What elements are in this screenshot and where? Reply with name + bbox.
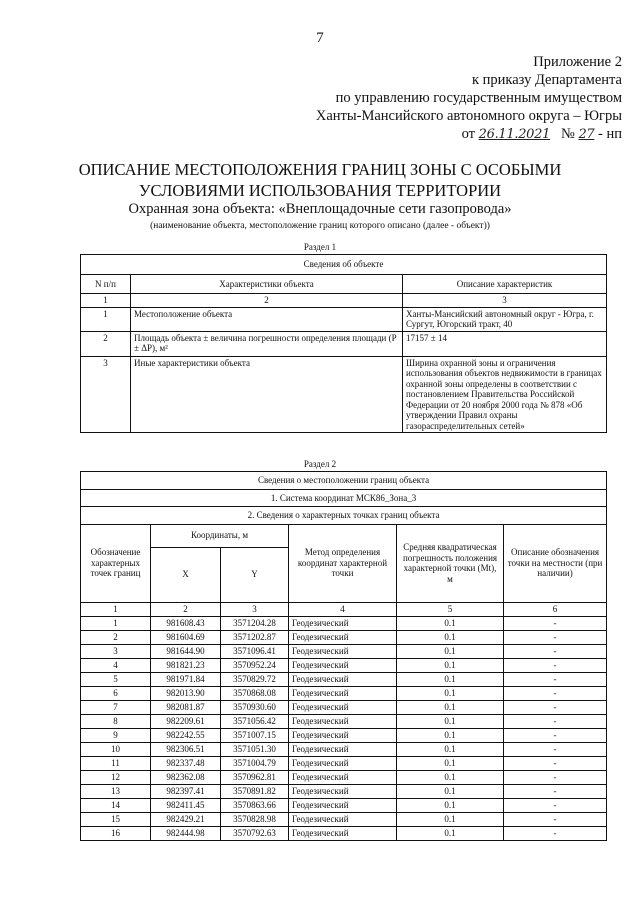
method: Геодезический [289,812,397,826]
y-coordinate: 3570828.98 [221,812,289,826]
point-description: - [504,630,607,644]
section1-label: Раздел 1 [303,242,337,252]
point-number: 14 [81,798,151,812]
index-cell: 5 [397,602,504,616]
index-cell: 2 [151,602,221,616]
table-row [81,644,607,658]
y-coordinate: 3571004.79 [221,756,289,770]
method: Геодезический [289,756,397,770]
table-row [81,686,607,700]
accuracy: 0.1 [397,616,504,630]
x-coordinate: 982362.08 [151,770,221,784]
point-description: - [504,770,607,784]
method: Геодезический [289,826,397,840]
table-row [81,630,607,644]
accuracy: 0.1 [397,700,504,714]
table-row [81,798,607,812]
point-description: - [504,686,607,700]
description-header: Описание обозначения точки на местности (при наличии) [504,524,607,602]
method: Геодезический [289,672,397,686]
x-coordinate: 982013.90 [151,686,221,700]
table-row [81,658,607,672]
order-number: 27 [578,127,595,142]
method: Геодезический [289,658,397,672]
order-date: 26.11.2021 [478,127,551,142]
y-coordinate: 3571204.28 [221,616,289,630]
accuracy: 0.1 [397,742,504,756]
section2-label: Раздел 2 [303,459,337,469]
x-coordinate: 981971.84 [151,672,221,686]
x-coordinate: 982081.87 [151,700,221,714]
point-number: 10 [81,742,151,756]
points-caption: 2. Сведения о характерных точках границ объекта [81,507,607,525]
point-number: 15 [81,812,151,826]
point-number: 4 [81,658,151,672]
row-value: 17157 ± 14 [403,331,607,356]
index-cell: 2 [131,294,403,308]
table-row [81,672,607,686]
point-description: - [504,826,607,840]
order-reference [316,125,622,144]
point-number: 7 [81,700,151,714]
x-coordinate: 982397.41 [151,784,221,798]
index-cell: 3 [403,294,607,308]
point-number: 1 [81,616,151,630]
document-title [0,159,640,201]
boundary-points-table [80,471,607,841]
x-coordinate: 982444.98 [151,826,221,840]
method: Геодезический [289,770,397,784]
point-number: 8 [81,714,151,728]
point-description: - [504,658,607,672]
row-value: Ханты-Мансийский автономный округ - Югра, г. Сургут, Югорский тракт, 40 [403,307,607,331]
point-description: - [504,700,607,714]
x-coordinate: 982209.61 [151,714,221,728]
point-description: - [504,728,607,742]
table-row [81,756,607,770]
appendix-line: по управлению государственным имуществом [335,90,622,106]
accuracy: 0.1 [397,672,504,686]
table-row [81,770,607,784]
point-number: 9 [81,728,151,742]
x-coordinate: 982337.48 [151,756,221,770]
accuracy: 0.1 [397,812,504,826]
method-header: Метод определения координат характерной точки [289,524,397,602]
point-description: - [504,644,607,658]
table-row [81,714,607,728]
appendix-line: к приказу Департамента [471,72,622,88]
page-number: 7 [316,30,324,46]
order-suffix: - нп [598,126,622,142]
point-description: - [504,784,607,798]
x-coordinate: 981644.90 [151,644,221,658]
y-header: Y [221,547,289,602]
x-header: X [151,547,221,602]
method: Геодезический [289,700,397,714]
y-coordinate: 3571051.30 [221,742,289,756]
point-description: - [504,812,607,826]
y-coordinate: 3570930.60 [221,700,289,714]
accuracy: 0.1 [397,630,504,644]
accuracy: 0.1 [397,770,504,784]
point-description: - [504,798,607,812]
point-number: 16 [81,826,151,840]
accuracy: 0.1 [397,714,504,728]
index-cell: 4 [289,602,397,616]
table-row [81,616,607,630]
index-cell: 1 [81,294,131,308]
col-char-header: Характеристики объекта [131,274,403,294]
from-label: от [461,126,476,142]
point-header: Обозначение характерных точек границ [81,524,151,602]
y-coordinate: 3570952.24 [221,658,289,672]
y-coordinate: 3571007.15 [221,728,289,742]
title-line: УСЛОВИЯМИ ИСПОЛЬЗОВАНИЯ ТЕРРИТОРИИ [138,181,502,200]
appendix-line: Ханты-Мансийского автономного округа – Югры [315,108,622,124]
x-coordinate: 982411.45 [151,798,221,812]
accuracy: 0.1 [397,798,504,812]
point-number: 12 [81,770,151,784]
method: Геодезический [289,686,397,700]
method: Геодезический [289,798,397,812]
accuracy-header: Средняя квадратическая погрешность положения характерной точки (Mt), м [397,524,504,602]
table-row [81,826,607,840]
appendix-block [316,53,622,144]
x-coordinate: 982242.55 [151,728,221,742]
row-name: Площадь объекта ± величина погрешности определения площади (P ± ΔP), м² [131,331,403,356]
table-row [81,356,607,433]
row-number: 3 [81,356,131,433]
point-number: 6 [81,686,151,700]
accuracy: 0.1 [397,826,504,840]
point-number: 3 [81,644,151,658]
row-name: Местоположение объекта [131,307,403,331]
method: Геодезический [289,630,397,644]
col-num-header: N п/п [81,274,131,294]
method: Геодезический [289,728,397,742]
y-coordinate: 3571096.41 [221,644,289,658]
section1-caption: Сведения об объекте [81,255,607,275]
title-line: ОПИСАНИЕ МЕСТОПОЛОЖЕНИЯ ГРАНИЦ ЗОНЫ С ОСОБЫМИ [78,160,562,179]
index-cell: 6 [504,602,607,616]
point-number: 5 [81,672,151,686]
y-coordinate: 3570868.08 [221,686,289,700]
point-description: - [504,742,607,756]
row-name: Иные характеристики объекта [131,356,403,433]
point-description: - [504,714,607,728]
table-row [81,742,607,756]
accuracy: 0.1 [397,728,504,742]
table-row [81,812,607,826]
x-coordinate: 981821.23 [151,658,221,672]
table-row [81,728,607,742]
accuracy: 0.1 [397,658,504,672]
x-coordinate: 981604.69 [151,630,221,644]
x-coordinate: 982429.21 [151,812,221,826]
y-coordinate: 3571056.42 [221,714,289,728]
x-coordinate: 981608.43 [151,616,221,630]
point-number: 2 [81,630,151,644]
table-row [81,307,607,331]
object-subnote: (наименование объекта, местоположение границ которого описано (далее - объект)) [150,221,490,231]
y-coordinate: 3571202.87 [221,630,289,644]
method: Геодезический [289,714,397,728]
point-description: - [504,616,607,630]
row-number: 2 [81,331,131,356]
accuracy: 0.1 [397,784,504,798]
accuracy: 0.1 [397,686,504,700]
object-info-table [80,254,607,433]
point-number: 11 [81,756,151,770]
method: Геодезический [289,616,397,630]
col-desc-header: Описание характеристик [403,274,607,294]
point-description: - [504,756,607,770]
method: Геодезический [289,784,397,798]
coords-header: Координаты, м [151,524,289,547]
table-row [81,784,607,798]
row-value: Ширина охранной зоны и ограничения использования объектов недвижимости в границах охранной зоны определены в соответствии с постановлением Правительства Российской Федерации от 20 ноября 2000 года № 878 «Об утверждении Правил охраны газораспределительных сетей» [403,356,607,433]
y-coordinate: 3570863.66 [221,798,289,812]
accuracy: 0.1 [397,756,504,770]
row-number: 1 [81,307,131,331]
y-coordinate: 3570829.72 [221,672,289,686]
y-coordinate: 3570792.63 [221,826,289,840]
table-row [81,700,607,714]
number-label: № [560,126,575,142]
section2-caption: Сведения о местоположении границ объекта [81,472,607,490]
y-coordinate: 3570962.81 [221,770,289,784]
index-cell: 3 [221,602,289,616]
table-row [81,331,607,356]
method: Геодезический [289,742,397,756]
coordinate-system: 1. Система координат МСК86_Зона_3 [81,489,607,507]
point-description: - [504,672,607,686]
accuracy: 0.1 [397,644,504,658]
y-coordinate: 3570891.82 [221,784,289,798]
point-number: 13 [81,784,151,798]
index-cell: 1 [81,602,151,616]
x-coordinate: 982306.51 [151,742,221,756]
method: Геодезический [289,644,397,658]
object-subtitle: Охранная зона объекта: «Внеплощадочные сети газопровода» [128,201,512,217]
appendix-line: Приложение 2 [533,54,622,70]
